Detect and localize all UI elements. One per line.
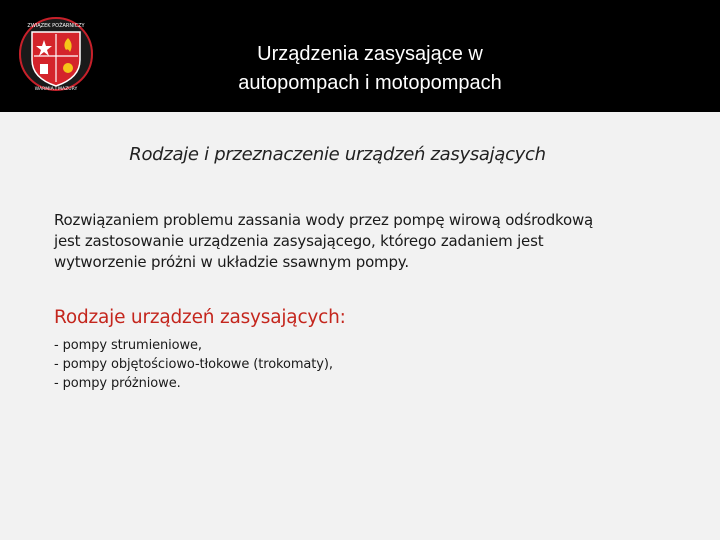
slide-title-line-2: autopompach i motopompach <box>238 72 502 94</box>
list-item: - pompy próżniowe. <box>54 376 181 391</box>
emblem-text-top: ZWIĄZEK POŻARNICZY <box>27 23 85 29</box>
types-heading: Rodzaje urządzeń zasysających: <box>54 307 346 328</box>
slide-title-line-1: Urządzenia zasysające w <box>257 43 483 65</box>
emblem-text-bottom: WARMIA I MAZURY <box>34 87 78 92</box>
types-list <box>54 336 654 393</box>
list-item: - pompy objętościowo-tłokowe (trokomaty), <box>54 357 333 372</box>
paragraph-line: jest zastosowanie urządzenia zasysającego, którego zadaniem jest <box>54 232 544 250</box>
slide-title <box>120 40 620 98</box>
intro-paragraph <box>54 210 694 273</box>
list-item: - pompy strumieniowe, <box>54 338 202 353</box>
paragraph-line: wytworzenie próżni w układzie ssawnym pompy. <box>54 253 409 271</box>
slide-subtitle: Rodzaje i przeznaczenie urządzeń zasysających <box>129 144 546 165</box>
paragraph-line: Rozwiązaniem problemu zassania wody przez pompę wirową odśrodkową <box>54 211 594 229</box>
slide-header <box>0 0 720 112</box>
fire-brigade-emblem-icon <box>18 16 94 92</box>
